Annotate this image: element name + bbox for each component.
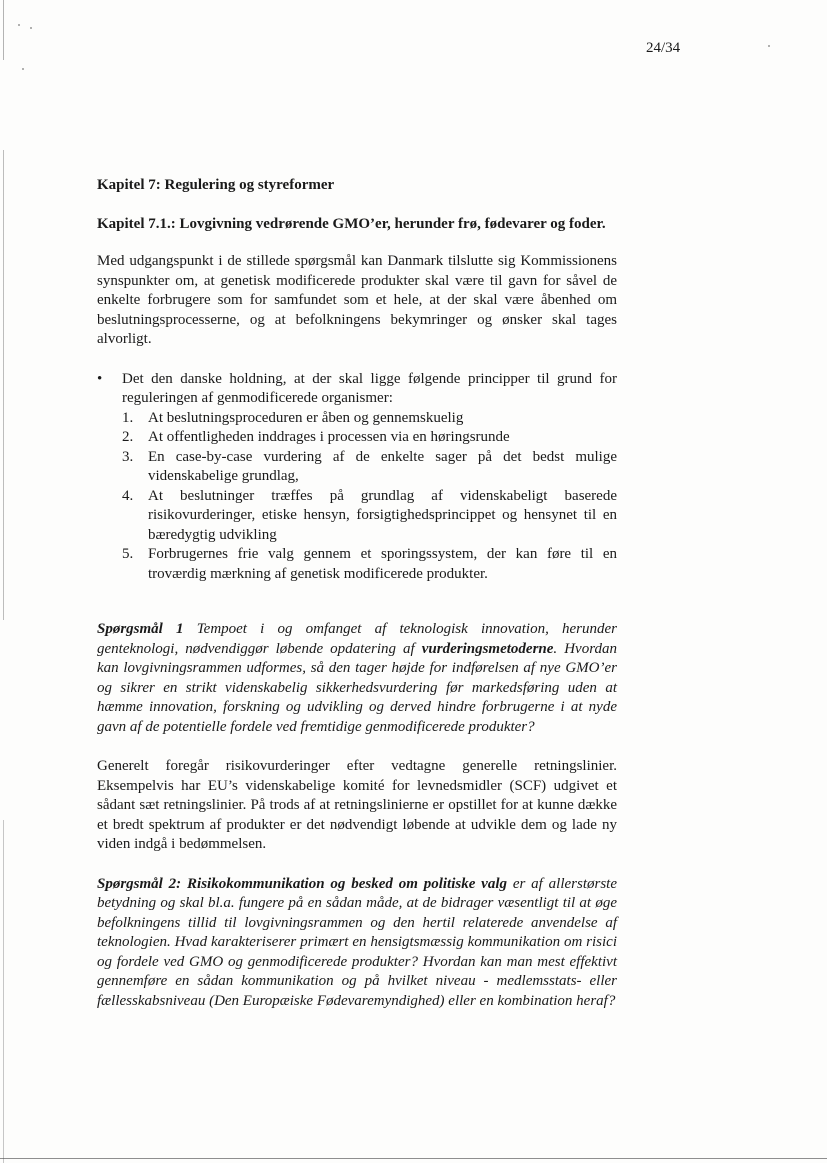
intro-paragraph: Med udgangspunkt i de stillede spørgsmål kan Danmark tilslutte sig Kommissionens synspunkter om, at genetisk modificerede produkter skal være til gavn for såvel de enkelte forbrugere som for samfundet som et hele, at der skal være åbenhed om beslutningsprocesserne, og at befolkningens bekymringer og ønsker skal tages alvorligt. bbox=[97, 253, 617, 347]
list-item bbox=[122, 448, 617, 487]
question-1 bbox=[97, 620, 617, 737]
list-marker: 5. bbox=[122, 546, 134, 562]
scan-speck bbox=[22, 68, 24, 70]
list-item-text: En case-by-case vurdering af de enkelte sager på det bedst mulige videnskabelige grundlag, bbox=[148, 448, 617, 484]
list-item bbox=[122, 428, 617, 448]
page-number: 24/34 bbox=[646, 40, 681, 56]
list-item-text: Forbrugernes frie valg gennem et sporingssystem, der kan føre til en troværdig mærkning af genetisk modificerede produkter. bbox=[148, 546, 617, 582]
scan-speck bbox=[768, 45, 770, 47]
chapter-title: Kapitel 7: Regulering og styreformer bbox=[97, 177, 335, 193]
question-2-text: er af allerstørste betydning og skal bl.a. fungere på en sådan måde, at de bidrager væsentligt til at øge befolkningens tillid til lovgivningsrammen og den hertil relaterede anvendelse af teknologien. Hvad karakteriserer primært en hensigtsmæssig kommunikation om risici og fordele ved GMO og genmodificerede produkter? Hvordan kan man mest effektivt gennemføre en sådan kommunikation og på hvilket niveau - medlemsstats- eller fællesskabsniveau (Den Europæiske Fødevaremyndighed) eller en kombination heraf? bbox=[97, 875, 617, 1009]
scan-edge-bottom bbox=[0, 1158, 827, 1159]
scan-speck bbox=[30, 27, 32, 29]
question-1-label: Spørgsmål 1 bbox=[97, 621, 184, 637]
scan-edge-left bbox=[3, 0, 4, 1163]
principles-list bbox=[122, 409, 617, 585]
section-title: Kapitel 7.1.: Lovgivning vedrørende GMO’er, herunder frø, fødevarer og foder. bbox=[97, 215, 606, 232]
question-2 bbox=[97, 875, 617, 1012]
question-2-label: Spørgsmål 2: bbox=[97, 875, 182, 892]
list-item-text: At beslutningsproceduren er åben og gennemskuelig bbox=[148, 409, 464, 426]
list-item bbox=[122, 409, 617, 429]
list-marker: 2. bbox=[122, 429, 134, 445]
document-body bbox=[97, 176, 617, 1011]
bullet-icon: • bbox=[97, 370, 103, 387]
question-1-emphasis: vurderingsmetoderne bbox=[421, 640, 554, 657]
list-item-text: At beslutninger træffes på grundlag af videnskabeligt baserede risikovurderinger, etiske hensyn, forsigtighedsprincippet og hensynet til en bæredygtig udvikling bbox=[148, 487, 617, 543]
list-item bbox=[122, 545, 617, 584]
question-1-text: Tempoet i og omfanget af teknologisk innovation, herunder genteknologi, nødvendiggør løbende opdatering af bbox=[97, 621, 618, 657]
scan-speck bbox=[18, 24, 20, 26]
list-item-text: At offentligheden inddrages i processen via en høringsrunde bbox=[148, 429, 510, 445]
list-item bbox=[122, 487, 617, 546]
list-marker: 4. bbox=[122, 487, 134, 504]
list-marker: 3. bbox=[122, 448, 134, 465]
bullet-item bbox=[97, 370, 617, 585]
bullet-text: Det den danske holdning, at der skal ligge følgende principper til grund for reguleringen af genmodificerede organismer: bbox=[122, 370, 617, 406]
list-marker: 1. bbox=[122, 409, 134, 426]
question-1-text-cont: . Hvordan kan lovgivningsrammen udformes, så den tager højde for indførelsen af nye GMO’er og sikrer en strikt videnskabelig sikkerhedsvurdering før markedsføring uden at hæmme innovation, forskning og udvikling og derved hindre forbrugerne i at nyde gavn af de potentielle fordele ved fremtidige genmodificerede produkter? bbox=[97, 640, 617, 735]
answer-1: Generelt foregår risikovurderinger efter vedtagne generelle retningslinier. Eksempelvis har EU’s videnskabelige komité for levnedsmidler (SCF) udgivet et sådant sæt retningslinier. På trods af at retningslinierne er opstillet for at kunne dække et bredt spektrum af produkter er det nødvendigt løbende at udvikle dem og lade ny viden indgå i bedømmelsen. bbox=[97, 758, 617, 852]
question-2-emphasis: Risikokommunikation og besked om politiske valg bbox=[181, 875, 508, 892]
